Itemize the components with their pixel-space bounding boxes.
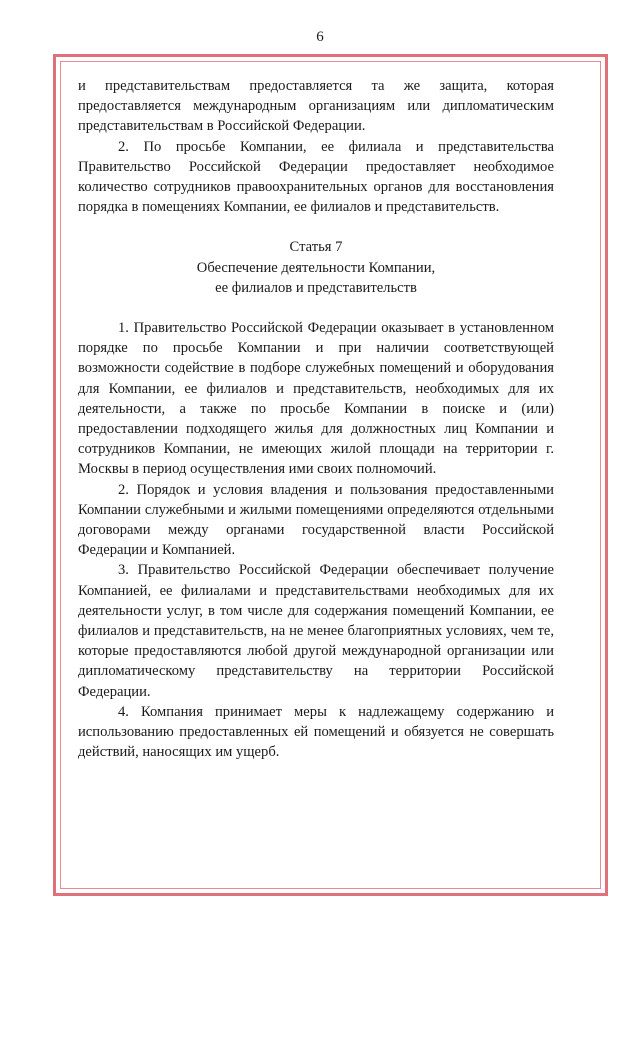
paragraph-2: 2. По просьбе Компании, ее филиала и представительства Правительство Российской Федерации предоставляет необходимое количество сотрудников правоохранительных органов для восстановления порядка в помещениях Компании, ее филиалов и представительств.: [78, 138, 554, 216]
article-paragraph-2: 2. Порядок и условия владения и пользования предоставленными Компании служебными и жилыми помещениями определяются отдельными договорами между органами государственной власти Российской Федерации и Компанией.: [78, 481, 554, 559]
article-title-line-2: ее филиалов и представительств: [215, 279, 417, 296]
article-paragraph-1: 1. Правительство Российской Федерации оказывает в установленном порядке по просьбе Компании и при наличии соответствующей возможности содействие в подборе служебных помещений и оборудования для Компании, ее филиалов и представительств, необходимых для их деятельности, а также по просьбе Компании в поиске и (или) предоставлении подходящего жилья для должностных лиц Компании и сотрудников Компании, не имеющих жилой площади на территории г. Москвы в период осуществления ими своих полномочий.: [78, 320, 554, 478]
page-number: 6: [316, 29, 324, 45]
article-number: Статья 7: [289, 239, 343, 256]
continued-paragraph: и представительствам предоставляется та же защита, которая предоставляется международным организациям или дипломатическим представительствам в Российской Федерации.: [78, 78, 554, 135]
article-heading-block: [78, 237, 554, 298]
article-paragraph-4: 4. Компания принимает меры к надлежащему содержанию и использованию предоставленных ей помещений и обязуется не совершать действий, наносящих им ущерб.: [78, 703, 554, 761]
article-paragraph-3: 3. Правительство Российской Федерации обеспечивает получение Компанией, ее филиалами и представительствами необходимых для их деятельности услуг, в том числе для содержания помещений Компании, ее филиалов и представительств, на не менее благоприятных условиях, чем те, которые предоставляются любой другой международной организации или дипломатическому представительству на территории Российской Федерации.: [78, 562, 554, 700]
document-body: [78, 76, 554, 763]
article-title-line-1: Обеспечение деятельности Компании,: [196, 259, 436, 276]
